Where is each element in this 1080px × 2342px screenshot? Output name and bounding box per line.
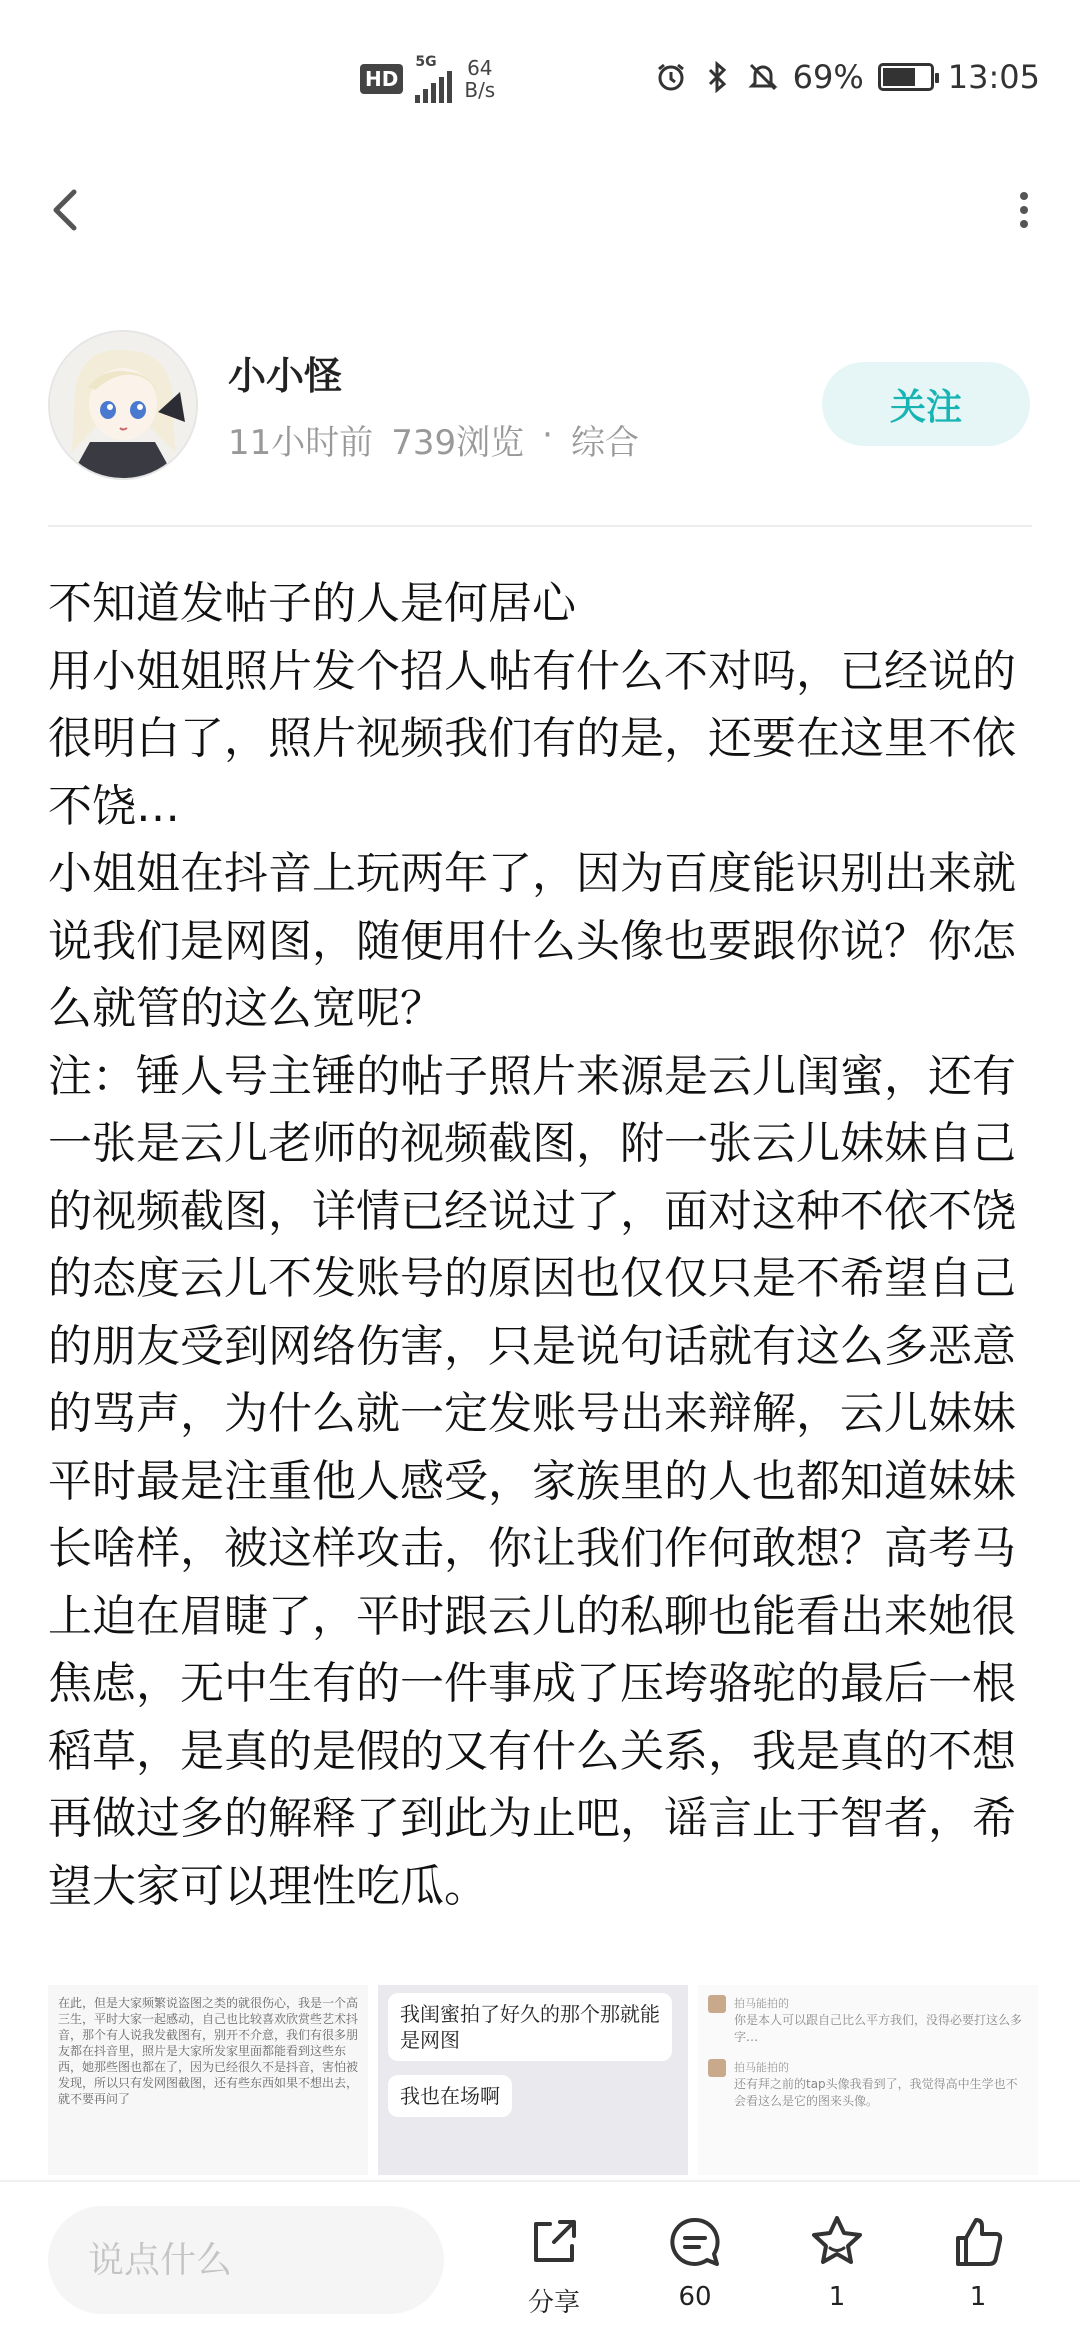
status-left [360, 55, 495, 103]
favorite-button[interactable] [787, 2212, 887, 2312]
post-time: 11小时前 [228, 423, 374, 463]
post-images [48, 1985, 1048, 2175]
post-views: 739浏览 [391, 423, 525, 463]
meta-separator: · [542, 415, 553, 455]
post-content [48, 570, 1032, 1920]
comment-count: 60 [678, 2282, 712, 2312]
post-image-3[interactable] [698, 1985, 1038, 2175]
author-name[interactable]: 小小怪 [228, 354, 343, 398]
comment-button[interactable] [645, 2212, 745, 2312]
post-image-2[interactable] [378, 1985, 688, 2175]
chat-bubble-2: 我也在场啊 [388, 2075, 512, 2117]
avatar [708, 1995, 726, 2013]
comment-user: 拍马能拍的 [734, 1997, 789, 2010]
clock: 13:05 [947, 58, 1040, 96]
share-label: 分享 [527, 2288, 580, 2318]
post-paragraph: 用小姐姐照片发个招人帖有什么不对吗，已经说的很明白了，照片视频我们有的是，还要在这里不依不饶… [48, 645, 1016, 832]
bottom-action-bar [0, 2180, 1080, 2342]
post-image-1[interactable] [48, 1985, 368, 2175]
divider [48, 525, 1032, 527]
comment-item [708, 1995, 1028, 2045]
post-category[interactable]: 综合 [570, 423, 639, 463]
comment-input[interactable] [48, 2206, 444, 2314]
comment-text: 你是本人可以跟自己比么平方我们，没得必要打这么多字… [734, 2013, 1023, 2044]
top-nav [0, 170, 1080, 250]
network-speed [464, 57, 495, 101]
status-bar [0, 0, 1080, 150]
like-count: 1 [969, 2282, 987, 2312]
status-right [655, 58, 1040, 96]
chat-bubble-1: 我闺蜜拍了好久的那个那就能是网图 [388, 1993, 672, 2061]
chevron-left-icon [40, 182, 96, 238]
hd-badge: HD [360, 64, 403, 94]
like-button[interactable] [928, 2212, 1028, 2312]
favorite-count: 1 [828, 2282, 846, 2312]
post-meta [228, 415, 639, 464]
battery-icon [878, 63, 934, 91]
speed-unit: B/s [464, 78, 496, 102]
share-icon [524, 2212, 584, 2272]
comment-text: 还有拜之前的tap头像我看到了，我觉得高中生学也不会看这么是它的图来头像。 [734, 2077, 1018, 2108]
comment-item [708, 2059, 1028, 2109]
mute-icon [747, 61, 779, 93]
cell-signal-icon [415, 55, 452, 103]
follow-button[interactable]: 关注 [822, 362, 1030, 446]
thumbs-up-icon [948, 2212, 1008, 2272]
battery-percent: 69% [792, 58, 864, 96]
alarm-icon [655, 61, 687, 93]
avatar [708, 2059, 726, 2077]
bluetooth-icon [701, 61, 733, 93]
star-icon [807, 2212, 867, 2272]
comment-icon [665, 2212, 725, 2272]
image-1-text: 在此，但是大家频繁说盗图之类的就很伤心，我是一个高三生，平时大家一起感动，自己也比较喜欢欣赏些艺术抖音，那个有人说我发截图有，别开不介意，我们有很多朋友都在抖音里，照片是大家所发家里面都能看到这些东西，她那些图也都在了，因为已经很久不是抖音，害怕被发现，所以只有发网图截图，还有些东西如果不想出去，就不要再问了 [58, 1996, 359, 2106]
post-paragraph: 小姐姐在抖音上玩两年了，因为百度能识别出来就说我们是网图，随便用什么头像也要跟你说？你怎么就管的这么宽呢？ [48, 848, 1016, 1034]
speed-value: 64 [467, 56, 493, 80]
author-avatar[interactable] [48, 330, 198, 480]
share-button[interactable] [504, 2212, 604, 2319]
more-vertical-icon [996, 182, 1052, 238]
post-paragraph: 不知道发帖子的人是何居心 [48, 578, 576, 629]
back-button[interactable] [40, 182, 96, 238]
more-options-button[interactable] [996, 182, 1052, 238]
comment-user: 拍马能拍的 [734, 2061, 789, 2074]
post-paragraph: 注：锤人号主锤的帖子照片来源是云儿闺蜜，还有一张是云儿老师的视频截图，附一张云儿妹妹自己的视频截图，详情已经说过了，面对这种不依不饶的态度云儿不发账号的原因也仅仅只是不希望自己的朋友受到网络伤害，只是说句话就有这么多恶意的骂声，为什么就一定发账号出来辩解，云儿妹妹平时最是注重他人感受，家族里的人也都知道妹妹长啥样，被这样攻击，你让我们作何敢想？高考马上迫在眉睫了，平时跟云儿的私聊也能看出来她很焦虑，无中生有的一件事成了压垮骆驼的最后一根稻草，是真的是假的又有什么关系，我是真的不想再做过多的解释了到此为止吧，谣言止于智者，希望大家可以理性吃瓜。 [48, 1050, 1016, 1912]
network-label: 5G [415, 54, 437, 70]
